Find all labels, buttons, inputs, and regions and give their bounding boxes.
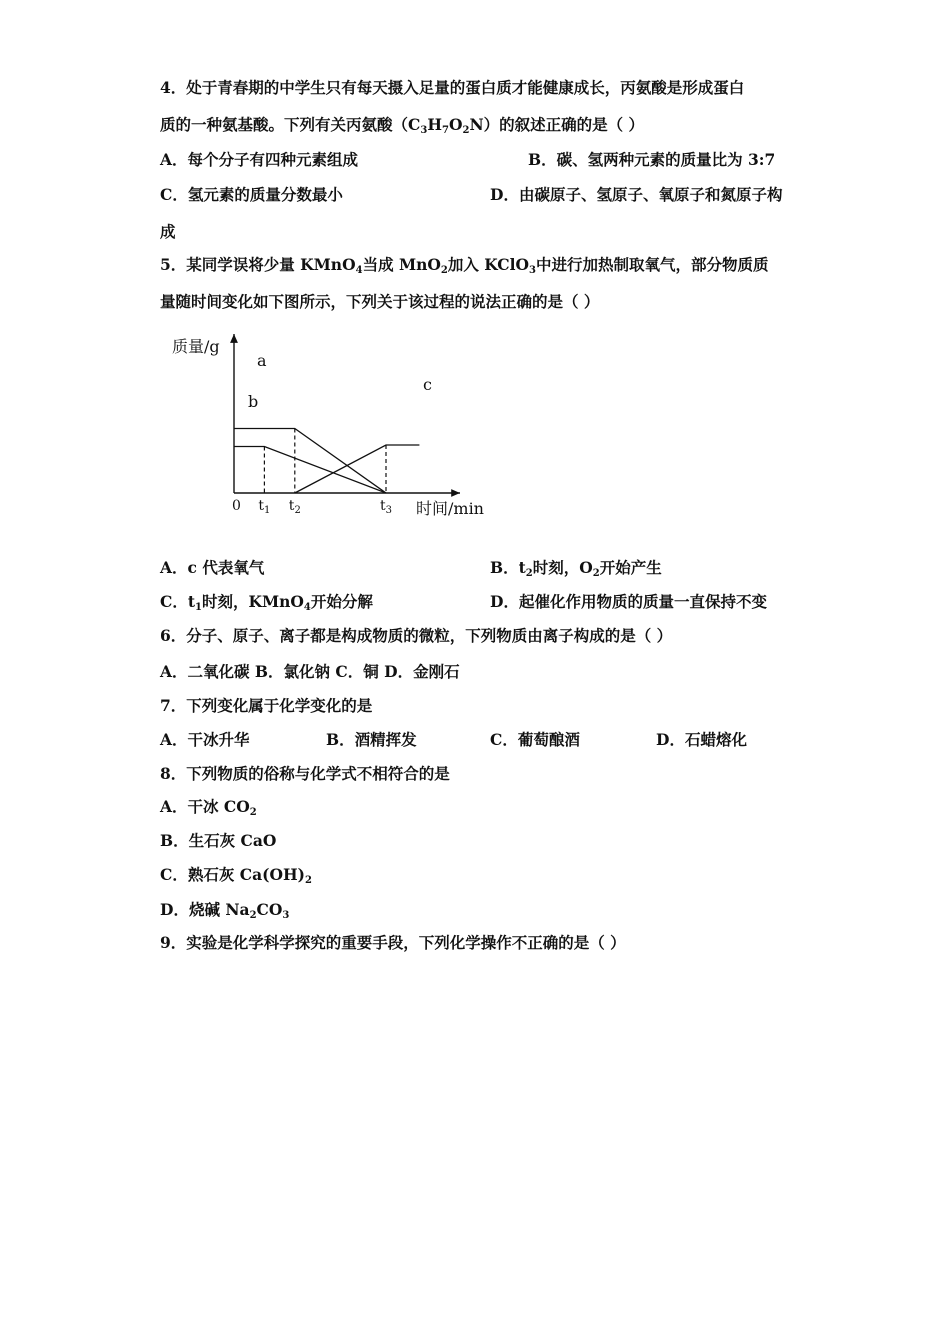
series-b-line [234,447,386,494]
q7-option-c: C．葡萄酿酒 [490,730,580,749]
tick-label-t1: $t_1$ [258,498,271,516]
q5-stem-line1: 5．某同学误将少量 KMnO$_4$当成 MnO$_2$加入 KClO$_3$中进行加热制取氧气，部分物质质 [160,255,769,276]
q7-stem: 7．下列变化属于化学变化的是 [160,696,373,715]
series-c-line [295,445,420,493]
q4-option-b: B．碳、氢两种元素的质量比为 3:7 [528,150,776,169]
q5-option-a: A．c 代表氧气 [160,558,265,577]
series-b-label: b [248,392,259,411]
q9-stem: 9．实验是化学科学探究的重要手段，下列化学操作不正确的是（ ） [160,933,626,952]
q4-stem-line1: 4．处于青春期的中学生只有每天摄入足量的蛋白质才能健康成长，丙氨酸是形成蛋白 [160,78,745,97]
q8-option-d: D．烧碱 $Na_2CO_3$ [160,900,290,921]
q4-option-c: C．氢元素的质量分数最小 [160,185,343,204]
q6-options: A．二氧化碳 B．氯化钠 C．铜 D．金刚石 [160,662,460,681]
q7-option-b: B．酒精挥发 [326,730,417,749]
q5-stem-line2: 量随时间变化如下图所示，下列关于该过程的说法正确的是（ ） [160,292,600,311]
q5-option-c: C．$t_1$时刻，KMnO$_4$开始分解 [160,592,373,613]
tick-label-t2: $t_2$ [288,498,301,516]
mass-time-chart [160,330,500,520]
origin-label: 0 [232,498,241,514]
y-axis-label: 质量/g [172,337,220,356]
series-c-label: c [423,375,432,394]
q7-option-d: D．石蜡熔化 [656,730,747,749]
q4-option-d-cont: 成 [160,222,176,241]
q4-stem-line2: 质的一种氨基酸。下列有关丙氨酸$(C_3H_7O_2N)$的叙述正确的是（ ） [160,115,645,136]
alanine-formula: $C_3H_7O_2N$ [408,115,484,136]
series-a-line [234,429,386,494]
x-axis-label: 时间/min [416,499,484,518]
q5-option-d: D．起催化作用物质的质量一直保持不变 [490,592,767,611]
q7-option-a: A．干冰升华 [160,730,250,749]
q8-stem: 8．下列物质的俗称与化学式不相符合的是 [160,764,450,783]
q8-option-b: B．生石灰 CaO [160,831,277,850]
tick-label-t3: $t_3$ [380,498,393,516]
q4-option-a: A．每个分子有四种元素组成 [160,150,359,169]
q8-option-c: C．熟石灰 $Ca(OH)_2$ [160,865,312,886]
q6-stem: 6．分子、原子、离子都是构成物质的微粒，下列物质由离子构成的是（ ） [160,626,673,645]
q8-option-a: A．干冰 $CO_2$ [160,797,257,818]
q4-option-d: D．由碳原子、氢原子、氧原子和氮原子构 [490,185,783,204]
q5-option-b: B．$t_2$时刻，$O_2$开始产生 [490,558,662,579]
series-a-label: a [257,351,267,370]
